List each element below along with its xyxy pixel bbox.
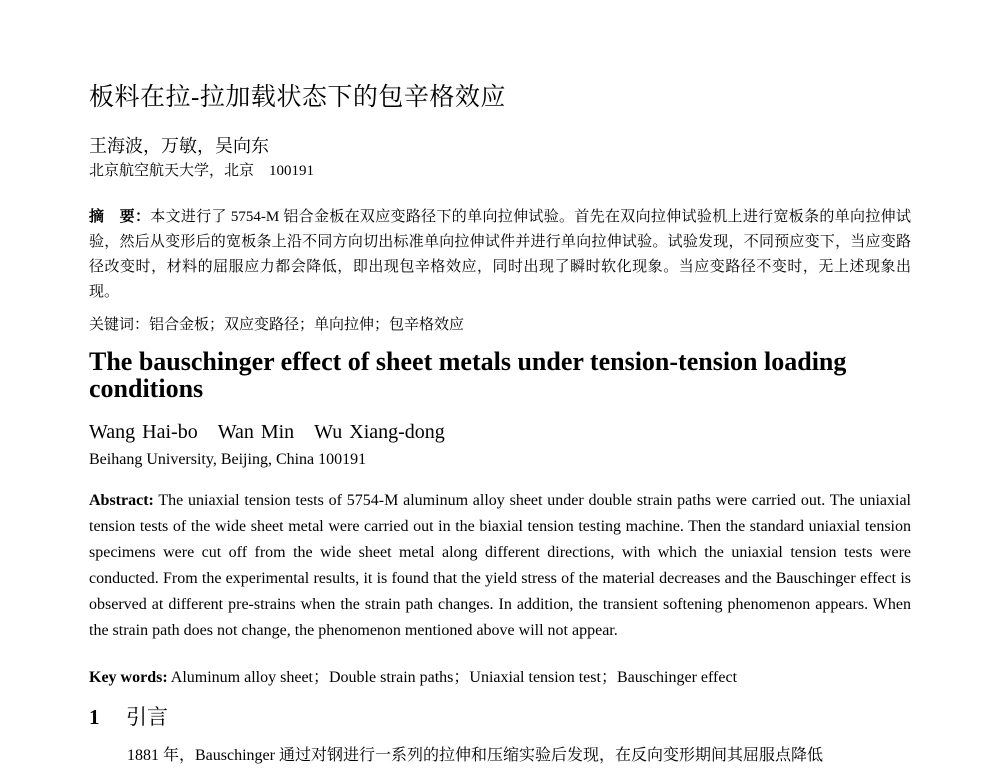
abstract-english [89,488,911,644]
authors-chinese: 王海波，万敏，吴向东 [89,136,269,156]
keywords-english [89,666,911,690]
section-title: 引言 [126,705,168,729]
authors-english: Wang Hai-bo Wan Min Wu Xiang-dong [89,421,445,443]
abstract-label-chinese: 摘 要： [89,209,151,225]
keywords-chinese [89,314,911,336]
abstract-chinese [89,205,911,305]
keywords-text-chinese: 铝合金板；双应变路径；单向拉伸；包辛格效应 [149,317,465,333]
paper-title-english: The bauschinger effect of sheet metals under tension-tension loading conditions [89,347,847,403]
keywords-label-chinese: 关键词： [89,317,150,333]
paper-title-chinese: 板料在拉-拉加载状态下的包辛格效应 [89,84,506,111]
abstract-label-english: Abstract: [89,492,154,509]
section-number: 1 [89,705,100,729]
keywords-label-english: Key words: [89,669,168,686]
body-paragraph-first-line: 1881 年，Bauschinger 通过对钢进行一系列的拉伸和压缩实验后发现，在反向变形期间其屈服点降低 [127,747,823,764]
abstract-text-chinese: 本文进行了 5754-M 铝合金板在双应变路径下的单向拉伸试验。首先在双向拉伸试验机上进行宽板条的单向拉伸试验，然后从变形后的宽板条上沿不同方向切出标准单向拉伸试件并进行单向拉伸试验。试验发现，不同预应变下，当应变路径改变时，材料的屈服应力都会降低，即出现包辛格效应，同时出现了瞬时软化现象。当应变路径不变时，无上述现象出现。 [89,209,911,300]
abstract-text-english: The uniaxial tension tests of 5754-M aluminum alloy sheet under double strain paths were carried out. The uniaxial tension tests of the wide sheet metal were carried out in the biaxial tension testing machine. Then the standard uniaxial tension specimens were cut off from the wide sheet metal along different directions, with which the uniaxial tension tests were conducted. From the experimental results, it is found that the yield stress of the material decreases and the Bauschinger effect is observed at different pre-strains when the strain path changes. In addition, the transient softening phenomenon appears. When the strain path does not change, the phenomenon mentioned above will not appear. [89,492,911,639]
affiliation-english: Beihang University, Beijing, China 100191 [89,451,367,468]
section-heading [89,703,911,731]
keywords-text-english: Aluminum alloy sheet；Double strain paths；Uniaxial tension test；Bauschinger effect [170,669,738,686]
affiliation-chinese: 北京航空航天大学，北京 100191 [89,163,315,179]
